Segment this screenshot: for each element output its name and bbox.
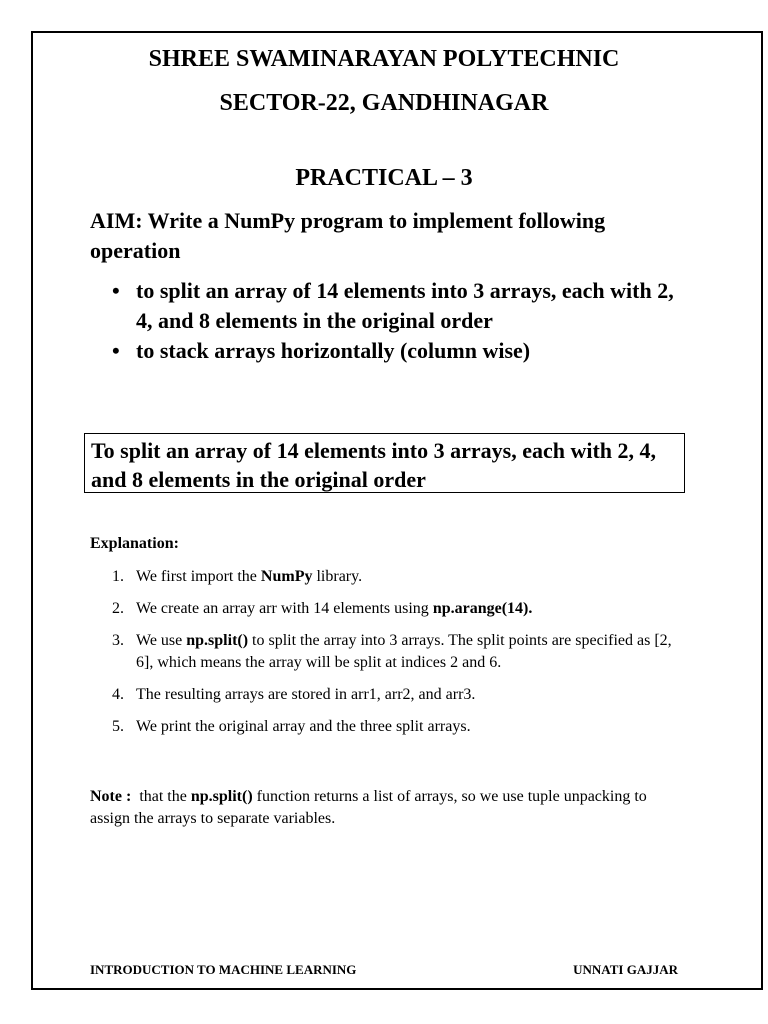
step-number: 2. bbox=[112, 600, 124, 617]
bullet-icon: • bbox=[112, 278, 120, 303]
step-item bbox=[90, 630, 690, 674]
objective-text: to stack arrays horizontally (column wise) bbox=[136, 338, 531, 363]
aim-statement: AIM: Write a NumPy program to implement following operation bbox=[90, 208, 606, 263]
step-text: We print the original array and the three split arrays. bbox=[136, 718, 471, 735]
step-text: The resulting arrays are stored in arr1, arr2, and arr3. bbox=[136, 686, 476, 703]
step-number: 3. bbox=[112, 632, 124, 649]
explanation-label: Explanation: bbox=[90, 535, 179, 552]
step-text: to split the array into 3 arrays. The split points are specified as [2, 6], which means the array will be split at indices 2 and 6. bbox=[136, 632, 672, 671]
note-label: Note : bbox=[90, 788, 132, 805]
step-code: np.arange(14). bbox=[432, 600, 533, 617]
objective-item bbox=[90, 276, 690, 336]
note-paragraph bbox=[90, 786, 670, 830]
step-text: library. bbox=[312, 568, 363, 585]
step-code: NumPy bbox=[260, 568, 313, 585]
objective-item bbox=[90, 336, 690, 366]
practical-title: PRACTICAL – 3 bbox=[295, 165, 473, 191]
step-text: We first import the bbox=[136, 568, 261, 585]
explanation-steps bbox=[90, 566, 690, 748]
footer-course: INTRODUCTION TO MACHINE LEARNING bbox=[90, 962, 357, 977]
note-text: function returns a list of arrays, so we use tuple unpacking to assign the arrays to separate variables. bbox=[90, 788, 647, 827]
step-text: We use bbox=[136, 632, 187, 649]
step-item bbox=[90, 684, 690, 706]
step-code: np.split() bbox=[186, 632, 249, 649]
step-item bbox=[90, 566, 690, 588]
section-heading-box bbox=[84, 433, 685, 493]
step-number: 4. bbox=[112, 686, 124, 703]
step-number: 5. bbox=[112, 718, 124, 735]
objectives-list bbox=[90, 276, 690, 366]
step-number: 1. bbox=[112, 568, 124, 585]
step-item bbox=[90, 716, 690, 738]
section-heading: To split an array of 14 elements into 3 arrays, each with 2, 4, and 8 elements in the original order bbox=[91, 438, 657, 492]
footer-author: UNNATI GAJJAR bbox=[573, 962, 678, 977]
step-text: We create an array arr with 14 elements using bbox=[136, 600, 433, 617]
step-item bbox=[90, 598, 690, 620]
institution-location: SECTOR-22, GANDHINAGAR bbox=[219, 90, 549, 116]
note-text: that the bbox=[131, 788, 191, 805]
bullet-icon: • bbox=[112, 338, 120, 363]
institution-name: SHREE SWAMINARAYAN POLYTECHNIC bbox=[148, 46, 620, 72]
objective-text: to split an array of 14 elements into 3 arrays, each with 2, 4, and 8 elements in the original order bbox=[136, 278, 674, 333]
note-code: np.split() bbox=[190, 788, 253, 805]
